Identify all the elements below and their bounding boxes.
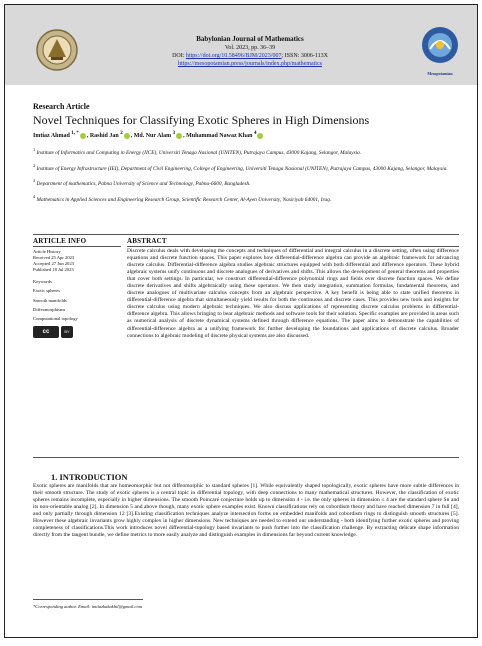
author-sup: 3 xyxy=(172,131,176,136)
by-icon: BY xyxy=(61,326,73,338)
orcid-icon[interactable] xyxy=(80,133,86,139)
affiliation-number: 4 xyxy=(33,193,36,199)
journal-header xyxy=(5,5,477,85)
footnote-divider xyxy=(33,599,143,600)
publisher-logo xyxy=(413,25,467,81)
author-sup: 4 xyxy=(253,131,257,136)
divider xyxy=(33,234,459,235)
divider xyxy=(127,246,459,247)
orcid-icon[interactable] xyxy=(257,133,263,139)
publisher-logo-caption: Mesopotamian xyxy=(427,71,453,76)
abstract-body: Discrete calculus deals with developing the concepts and techniques of differential and integral calculus in a discrete setting, often using difference equations and discrete function spaces. This paper explores how differential-difference algebra can provide an algebraic framework for advancing discrete calculus. Differential-difference algebra studies algebraic structures equipped with both differential and difference operators. These hybrid algebraic systems unify continuous and discrete analogues of derivatives and shifts. This allows the development of general theorems and properties that cover both settings. In particular, we construct differential-difference polynomial rings and fields over discrete function spaces. We define discrete derivatives and shifts algebraically using these operators. We then study integration, summation formulas, fundamental theorems, and discrete analogues of multivariate calculus concepts from an algebraic perspective. A key benefit is being able to state unified theorems in differential-difference algebra that simultaneously yield results for both the continuous and discrete cases. This provides new tools and insights for discrete calculus using modern algebraic techniques. We also discuss applications of representing discrete calculus problems in differential-difference algebra. This allows bringing to bear algebraic methods and software tools for their solution. Specific examples are provided in areas such as numerical analysis of discrete dynamical systems defined through difference equations. The paper aims to demonstrate the capabilities of differential-difference algebra as a unifying framework for further developing the foundations and applications of discrete calculus. Broader connections to algebraic modeling of discrete physical systems are also discussed. xyxy=(127,248,459,339)
introduction-body: Exotic spheres are manifolds that are homeomorphic but not diffeomorphic to standard spheres [1]. While equivalently shaped topologically, exotic spheres have more subtle differences in their smooth structure. The study of exotic spheres is a central topic in differential topology, with deep connections to many mathematical structures. However, the classification of exotic spheres remains incomplete, especially in higher dimensions. The smooth Poincaré conjecture holds up to dimension 4 - i.e. the only spheres in dimension ≤ 4 are the standard sphere Sn and its non-orientable analog [2]. In dimension 5 and above though, many exotic sphere examples exist. Known classifications rely on cobordism theory and have reached dimension 7 in full [4], and only partially through dimension 12 [3].Existing classification techniques analyze intersection forms on embedded manifolds and cobordism rings to distinguish smooth structures [5]. However these algebraic invariants grow highly complex in higher dimensions. New techniques are needed to extend our understanding - both identifying further exotic spheres and proving completeness of classifications.This work introduces novel differential-topology based invariants to push further into the classification challenge. By extracting delicate shape information directly from the tangent bundle, we define metrics to more easily analyze and distinguish examples in dimensions far beyond current knowledge. xyxy=(33,483,459,539)
keyword-item: Exotic spheres xyxy=(33,288,60,294)
keyword-item: Diffeomorphisms xyxy=(33,306,66,312)
article-type: Research Article xyxy=(33,102,90,111)
author-name: , Rashid Jan xyxy=(86,133,121,139)
affiliation-item xyxy=(33,147,453,157)
affiliation-text: Institute of Energy Infrastructure (IEI), Department of Civil Engineering, College of Engineering, Universiti Tenaga Nasional (UNITEN), Putrajaya Campus, 43000 Kajang, Selangor, Malaysia. xyxy=(36,165,448,172)
author-name: Imtiaz Ahmad xyxy=(33,133,72,139)
doi-link[interactable]: https://doi.org/10.58496/BJM/2023/007 xyxy=(185,53,282,59)
introduction-heading: 1. INTRODUCTION xyxy=(51,472,128,482)
affiliation-text: Mathematics in Applied Sciences and Engineering Research Group, Scientific Research Center, Al-Ayen University, Nasiriyah 64001, Iraq. xyxy=(36,196,332,203)
author-name: , Md. Nur Alam xyxy=(130,133,173,139)
abstract-heading: ABSTRACT xyxy=(127,237,167,245)
affiliations xyxy=(33,147,453,209)
journal-name: Babylonian Journal of Mathematics xyxy=(196,35,304,43)
doi-line xyxy=(145,52,355,60)
history-label: Article History xyxy=(33,249,61,254)
orcid-icon[interactable] xyxy=(176,133,182,139)
affiliation-item xyxy=(33,163,453,173)
issn: ; ISSN: 3006-113X xyxy=(281,53,328,59)
license-badge[interactable] xyxy=(33,326,121,338)
author-list xyxy=(33,131,264,139)
keyword-item: Smooth manifolds xyxy=(33,297,67,303)
journal-url-link[interactable]: https://mesopotamian.press/journals/index.php/mathematics xyxy=(178,61,322,67)
author-sup: 2 xyxy=(120,131,123,136)
keywords-label: Keywords xyxy=(33,279,52,285)
author-sup: 1, * xyxy=(71,131,79,136)
affiliation-text: Institute of Informatics and Computing in Energy (IICE), Universiti Tenaga Nasional (UNITEN), Putrajaya Campus, 43000 Kajang, Selangor, Malaysia. xyxy=(36,149,362,156)
accepted-date: Accepted 27 Jun 2023 xyxy=(33,261,74,267)
affiliation-item xyxy=(33,178,453,188)
article-page xyxy=(4,4,478,638)
orcid-icon[interactable] xyxy=(124,133,130,139)
journal-header-text xyxy=(145,35,355,68)
published-date: Published 18 Jul 2023 xyxy=(33,267,74,273)
doi-label: DOI: xyxy=(172,53,186,59)
affiliation-item xyxy=(33,194,453,204)
affiliation-number: 1 xyxy=(33,147,36,152)
cc-icon: cc xyxy=(33,326,59,338)
divider xyxy=(33,457,459,458)
journal-logo-icon xyxy=(35,27,79,73)
received-date: Received 25 Apr 2023 xyxy=(33,255,75,261)
corresponding-author: *Corresponding author. Email: imtiazkakakhil@gmail.com xyxy=(33,604,143,609)
affiliation-text: Department of mathematics, Pabna University of Science and Technology, Pabna-6600, Bangladesh. xyxy=(36,180,251,187)
article-title: Novel Techniques for Classifying Exotic Spheres in High Dimensions xyxy=(33,113,370,127)
affiliation-number: 3 xyxy=(33,178,36,184)
divider xyxy=(33,246,121,247)
article-info-heading: ARTICLE INFO xyxy=(33,237,87,245)
volume-line: Vol. 2023, pp. 36–39 xyxy=(224,45,276,51)
article-info xyxy=(33,249,121,338)
publisher-logo-icon xyxy=(420,25,460,65)
keyword-item: Computational topology xyxy=(33,315,78,321)
affiliation-number: 2 xyxy=(33,162,36,168)
author-name: , Muhammad Nawaz Khan xyxy=(183,133,254,139)
